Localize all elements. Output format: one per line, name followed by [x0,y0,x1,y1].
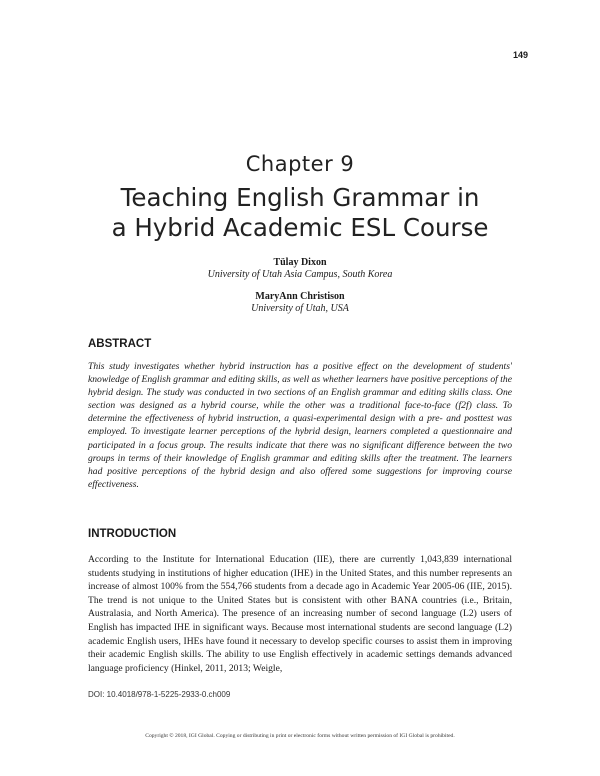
chapter-title-line-1: Teaching English Grammar in [120,183,480,212]
doi-line: DOI: 10.4018/978-1-5225-2933-0.ch009 [88,690,231,699]
author-name: Tülay Dixon [273,257,327,268]
abstract-text: This study investigates whether hybrid instruction has a positive effect on the development of students' knowledge of English grammar and editing skills, as well as whether learners have positive perceptions of the hybrid design. The study was conducted in two sections of an English grammar and editing skills class. One section was designed as a hybrid course, while the other was a traditional face-to-face (f2f) class. To determine the effectiveness of hybrid instruction, a quasi-experimental design with a pre- and posttest was employed. To investigate learner perceptions of the hybrid design, learners completed a questionnaire and participated in a focus group. The results indicate that there was no significant difference between the two groups in terms of their knowledge of English grammar and editing skills after the treatment. The learners had positive perceptions of the hybrid design and also offered some suggestions for improving course effectiveness. [88,361,512,490]
page-number: 149 [512,50,528,60]
copyright-notice: Copyright © 2018, IGI Global. Copying or distributing in print or electronic forms without written permission of IGI Global is prohibited. [145,733,455,739]
author-block-1 [0,257,600,281]
chapter-title-line-2: a Hybrid Academic ESL Course [111,213,489,242]
introduction-heading: INTRODUCTION [88,528,177,540]
author-name: MaryAnn Christison [255,291,345,302]
author-affiliation: University of Utah, USA [251,303,349,314]
author-block-2 [0,291,600,315]
introduction-text: According to the Institute for International Education (IIE), there are currently 1,043,839 international students studying in institutions of higher education (IHE) in the United States, and this number represents an increase of almost 100% from the 554,766 students from a decade ago in Academic Year 2005-06 (IIE, 2015). The trend is not unique to the United States but is consistent with other BANA countries (i.e., Britain, Australasia, and North America). The presence of an increasing number of second language (L2) users of English has impacted IHE in significant ways. Because most international students are second language (L2) academic English users, IHEs have found it necessary to develop specific courses to assist them in improving their academic English skills. The ability to use English effectively in academic settings demands advanced language proficiency (Hinkel, 2011, 2013; Weigle, [88,554,512,674]
author-affiliation: University of Utah Asia Campus, South Korea [207,269,393,280]
abstract-heading: ABSTRACT [88,338,152,350]
chapter-title [0,183,600,243]
chapter-label: Chapter 9 [245,152,355,176]
